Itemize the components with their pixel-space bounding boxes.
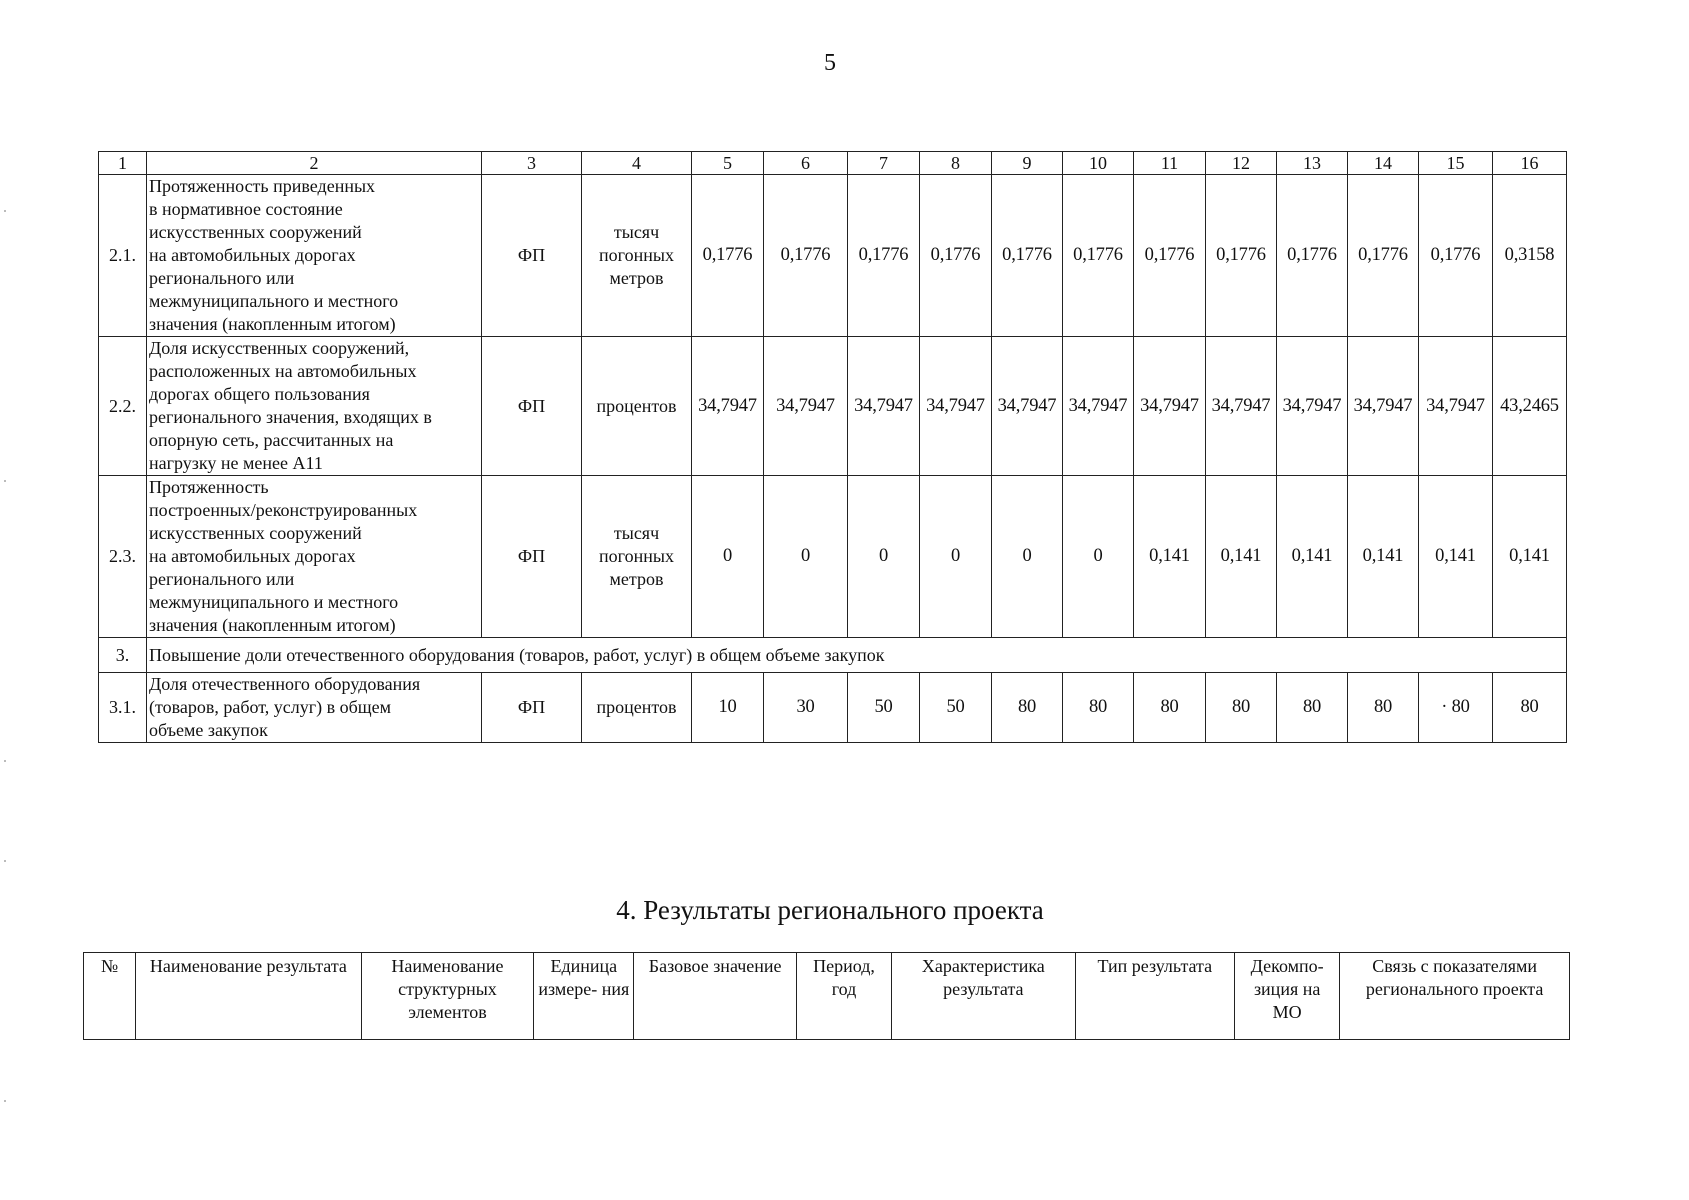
- indicator-value: 0: [992, 476, 1063, 638]
- indicator-level: ФП: [482, 673, 582, 743]
- results-header-row: [84, 953, 1570, 1040]
- section-title: Повышение доли отечественного оборудования (товаров, работ, услуг) в общем объеме закупок: [147, 638, 1567, 673]
- indicator-value: 34,7947: [920, 337, 992, 476]
- indicator-value: 0,1776: [920, 175, 992, 337]
- indicator-value: 0,141: [1134, 476, 1206, 638]
- column-number: 13: [1277, 152, 1348, 175]
- indicator-name-line: опорную сеть, рассчитанных на: [149, 430, 394, 450]
- indicator-value: 34,7947: [1348, 337, 1419, 476]
- row-number: 3.: [99, 638, 147, 673]
- indicator-value: 0: [920, 476, 992, 638]
- column-number: 2: [147, 152, 482, 175]
- indicator-value: 30: [764, 673, 848, 743]
- indicator-level: ФП: [482, 476, 582, 638]
- indicator-unit-line: процентов: [596, 395, 677, 416]
- indicator-name-line: на автомобильных дорогах: [149, 245, 356, 265]
- results-column-header: Базовое значение: [634, 953, 796, 1040]
- indicator-value: · 80: [1419, 673, 1493, 743]
- results-column-header: №: [84, 953, 136, 1040]
- indicator-value: 34,7947: [692, 337, 764, 476]
- results-column-header: Декомпо- зиция на МО: [1235, 953, 1340, 1040]
- indicator-value: 80: [1493, 673, 1567, 743]
- indicator-value: 34,7947: [1419, 337, 1493, 476]
- indicator-unit: [582, 673, 692, 743]
- indicator-unit: [582, 175, 692, 337]
- results-column-header: Тип результата: [1075, 953, 1234, 1040]
- indicator-value: 0,141: [1493, 476, 1567, 638]
- indicator-unit-line: погонных: [599, 546, 674, 566]
- row-number: 3.1.: [99, 673, 147, 743]
- indicator-name-line: объеме закупок: [149, 720, 268, 740]
- indicator-value: 0,141: [1419, 476, 1493, 638]
- indicator-value: 0,1776: [1063, 175, 1134, 337]
- indicator-name-line: Протяженность приведенных: [149, 176, 376, 196]
- indicator-name-line: расположенных на автомобильных: [149, 361, 417, 381]
- indicator-unit-line: тысяч: [613, 222, 660, 242]
- results-column-header: Связь с показателями регионального проекта: [1340, 953, 1570, 1040]
- indicator-name-line: Протяженность: [149, 477, 269, 497]
- indicator-value: 0: [848, 476, 920, 638]
- indicator-unit: [582, 337, 692, 476]
- indicator-value: 34,7947: [1206, 337, 1277, 476]
- indicator-name-line: регионального или: [149, 569, 295, 589]
- indicator-value: 80: [1063, 673, 1134, 743]
- indicator-value: 10: [692, 673, 764, 743]
- indicator-name-line: нагрузку не менее А11: [149, 453, 323, 473]
- indicator-value: 0,1776: [692, 175, 764, 337]
- indicator-unit: [582, 476, 692, 638]
- indicator-name-line: искусственных сооружений: [149, 523, 362, 543]
- row-number: 2.3.: [99, 476, 147, 638]
- indicator-value: 0: [692, 476, 764, 638]
- page-number: 5: [824, 50, 836, 76]
- indicator-name-line: Доля отечественного оборудования: [149, 674, 421, 694]
- indicator-name-line: (товаров, работ, услуг) в общем: [149, 697, 392, 717]
- column-number: 7: [848, 152, 920, 175]
- indicator-value: 80: [1277, 673, 1348, 743]
- column-number: 8: [920, 152, 992, 175]
- indicator-value: 0,1776: [764, 175, 848, 337]
- indicator-row: [99, 175, 1567, 337]
- results-table: [83, 952, 1570, 1040]
- indicator-value: 80: [1206, 673, 1277, 743]
- indicator-value: 80: [1134, 673, 1206, 743]
- indicator-row: [99, 476, 1567, 638]
- indicator-value: 50: [920, 673, 992, 743]
- column-number: 6: [764, 152, 848, 175]
- indicator-name-line: Доля искусственных сооружений,: [149, 338, 410, 358]
- indicator-row: [99, 337, 1567, 476]
- indicator-value: 34,7947: [1277, 337, 1348, 476]
- indicator-value: 0,1776: [1277, 175, 1348, 337]
- indicator-unit-line: метров: [609, 569, 664, 589]
- indicator-name-line: межмуниципального и местного: [149, 592, 399, 612]
- column-number: 12: [1206, 152, 1277, 175]
- indicators-table: [98, 151, 1567, 743]
- indicator-value: 34,7947: [1063, 337, 1134, 476]
- indicator-unit-line: тысяч: [613, 523, 660, 543]
- column-number: 4: [582, 152, 692, 175]
- indicator-name-line: регионального значения, входящих в: [149, 407, 432, 427]
- column-number: 15: [1419, 152, 1493, 175]
- indicator-name: [147, 337, 482, 476]
- indicator-name-line: в нормативное состояние: [149, 199, 343, 219]
- indicator-value: 0,1776: [1206, 175, 1277, 337]
- results-column-header: Период, год: [796, 953, 891, 1040]
- scan-margin-marks: [4, 0, 8, 1200]
- results-section-heading: 4. Результаты регионального проекта: [616, 895, 1044, 925]
- indicator-name-line: значения (накопленным итогом): [149, 615, 396, 635]
- column-number: 11: [1134, 152, 1206, 175]
- column-number-row: [99, 152, 1567, 175]
- results-column-header: Наименование результата: [136, 953, 362, 1040]
- indicator-value: 34,7947: [992, 337, 1063, 476]
- indicator-unit-line: процентов: [596, 697, 677, 717]
- indicator-value: 80: [1348, 673, 1419, 743]
- row-number: 2.2.: [99, 337, 147, 476]
- indicator-unit-line: погонных: [599, 245, 674, 265]
- indicator-value: 0,141: [1277, 476, 1348, 638]
- column-number: 16: [1493, 152, 1567, 175]
- indicator-value: 0,1776: [1348, 175, 1419, 337]
- indicator-name-line: межмуниципального и местного: [149, 291, 399, 311]
- indicator-value: 0,1776: [848, 175, 920, 337]
- indicator-name-line: дорогах общего пользования: [149, 384, 370, 404]
- indicator-value: 50: [848, 673, 920, 743]
- column-number: 9: [992, 152, 1063, 175]
- indicator-name-line: искусственных сооружений: [149, 222, 362, 242]
- indicator-name-line: значения (накопленным итогом): [149, 314, 396, 334]
- results-column-header: Характеристика результата: [892, 953, 1075, 1040]
- results-column-header: Единица измере- ния: [534, 953, 634, 1040]
- indicator-value: 0,1776: [1419, 175, 1493, 337]
- indicator-value: 34,7947: [848, 337, 920, 476]
- indicator-value: 43,2465: [1493, 337, 1567, 476]
- indicator-value: 0,3158: [1493, 175, 1567, 337]
- indicator-level: ФП: [482, 175, 582, 337]
- indicator-name: [147, 476, 482, 638]
- column-number: 5: [692, 152, 764, 175]
- indicator-name-line: построенных/реконструированных: [149, 500, 418, 520]
- column-number: 1: [99, 152, 147, 175]
- indicator-value: 0,141: [1206, 476, 1277, 638]
- indicator-name-line: регионального или: [149, 268, 295, 288]
- indicator-row: [99, 673, 1567, 743]
- indicator-name: [147, 175, 482, 337]
- indicator-name-line: на автомобильных дорогах: [149, 546, 356, 566]
- indicator-value: 0,1776: [992, 175, 1063, 337]
- indicator-value: 34,7947: [1134, 337, 1206, 476]
- row-number: 2.1.: [99, 175, 147, 337]
- column-number: 3: [482, 152, 582, 175]
- column-number: 10: [1063, 152, 1134, 175]
- indicator-value: 0,1776: [1134, 175, 1206, 337]
- column-number: 14: [1348, 152, 1419, 175]
- indicator-value: 34,7947: [764, 337, 848, 476]
- indicator-value: 80: [992, 673, 1063, 743]
- indicator-unit-line: метров: [609, 268, 664, 288]
- indicator-value: 0: [764, 476, 848, 638]
- results-column-header: Наименование структурных элементов: [361, 953, 533, 1040]
- section-row: [99, 638, 1567, 673]
- indicator-level: ФП: [482, 337, 582, 476]
- indicator-value: 0,141: [1348, 476, 1419, 638]
- indicator-name: [147, 673, 482, 743]
- indicator-value: 0: [1063, 476, 1134, 638]
